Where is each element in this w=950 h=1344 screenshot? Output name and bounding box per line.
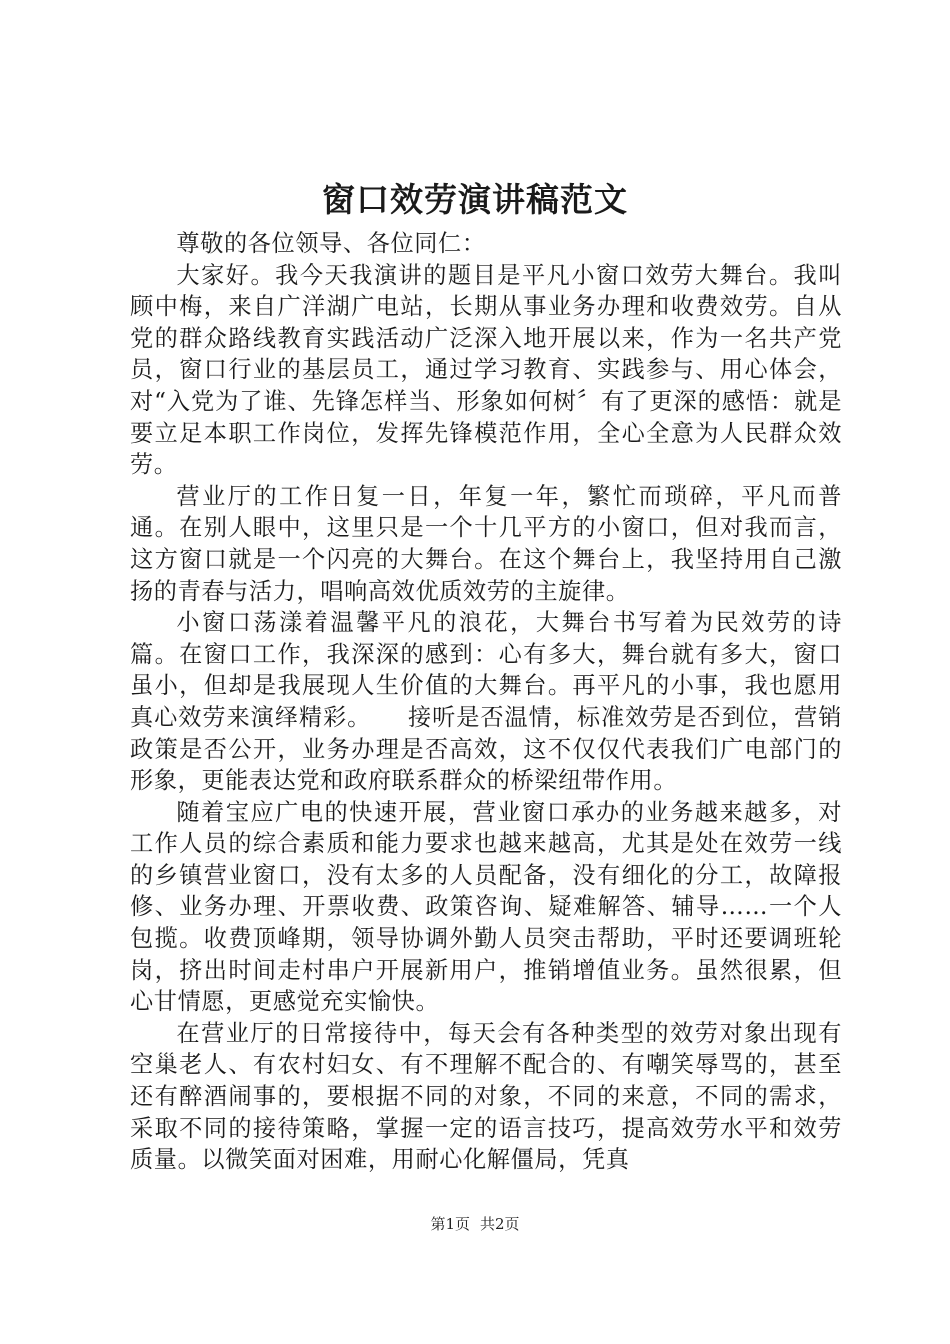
body-paragraph: 营业厅的工作日复一日，年复一年，繁忙而琐碎，平凡而普通。在别人眼中，这里只是一个十几平方的小窗口，但对我而言，这方窗口就是一个闪亮的大舞台。在这个舞台上，我坚持用自己激扬的青春与活力，唱响高效优质效劳的主旋律。 — [130, 482, 842, 605]
body-paragraph: 在营业厅的日常接待中，每天会有各种类型的效劳对象出现有空巢老人、有农村妇女、有不理解不配合的、有嘲笑辱骂的，甚至还有醉酒闹事的，要根据不同的对象，不同的来意，不同的需求，采取不同的接待策略，掌握一定的语言技巧，提高效劳水平和效劳质量。以微笑面对困难，用耐心化解僵局，凭真 — [130, 1019, 842, 1174]
body-paragraph: 小窗口荡漾着温馨平凡的浪花，大舞台书写着为民效劳的诗篇。在窗口工作，我深深的感到：心有多大，舞台就有多大，窗口虽小，但却是我展现人生价值的大舞台。再平凡的小事，我也愿用真心效劳来演绎精彩。 接听是否温情，标准效劳是否到位，营销政策是否公开，业务办理是否高效，这不仅仅代表我们广电部门的形象，更能表达党和政府联系群众的桥梁纽带作用。 — [130, 609, 842, 795]
page-footer — [0, 1214, 950, 1234]
body-paragraph: 大家好。我今天我演讲的题目是平凡小窗口效劳大舞台。我叫顾中梅，来自广洋湖广电站，长期从事业务办理和收费效劳。自从党的群众路线教育实践活动广泛深入地开展以来，作为一名共产党员，窗口行业的基层员工，通过学习教育、实践参与、用心体会，对“入党为了谁、先锋怎样当、形象如何树〞有了更深的感悟：就是要立足本职工作岗位，发挥先锋模范作用，全心全意为人民群众效劳。 — [130, 261, 842, 479]
page-number: 第1页 — [430, 1215, 470, 1233]
page-title: 窗口效劳演讲稿范文 — [322, 180, 628, 219]
document-body — [130, 228, 842, 1176]
page-total: 共2页 — [480, 1215, 520, 1233]
salutation-paragraph: 尊敬的各位领导、各位同仁： — [176, 230, 486, 257]
body-paragraph: 随着宝应广电的快速开展，营业窗口承办的业务越来越多，对工作人员的综合素质和能力要求也越来越高，尤其是处在效劳一线的乡镇营业窗口，没有太多的人员配备，没有细化的分工，故障报修、业务办理、开票收费、政策咨询、疑难解答、辅导……一个人包揽。收费顶峰期，领导协调外勤人员突击帮助，平时还要调班轮岗，挤出时间走村串户开展新用户，推销增值业务。虽然很累，但心甘情愿，更感觉充实愉快。 — [130, 798, 842, 1016]
